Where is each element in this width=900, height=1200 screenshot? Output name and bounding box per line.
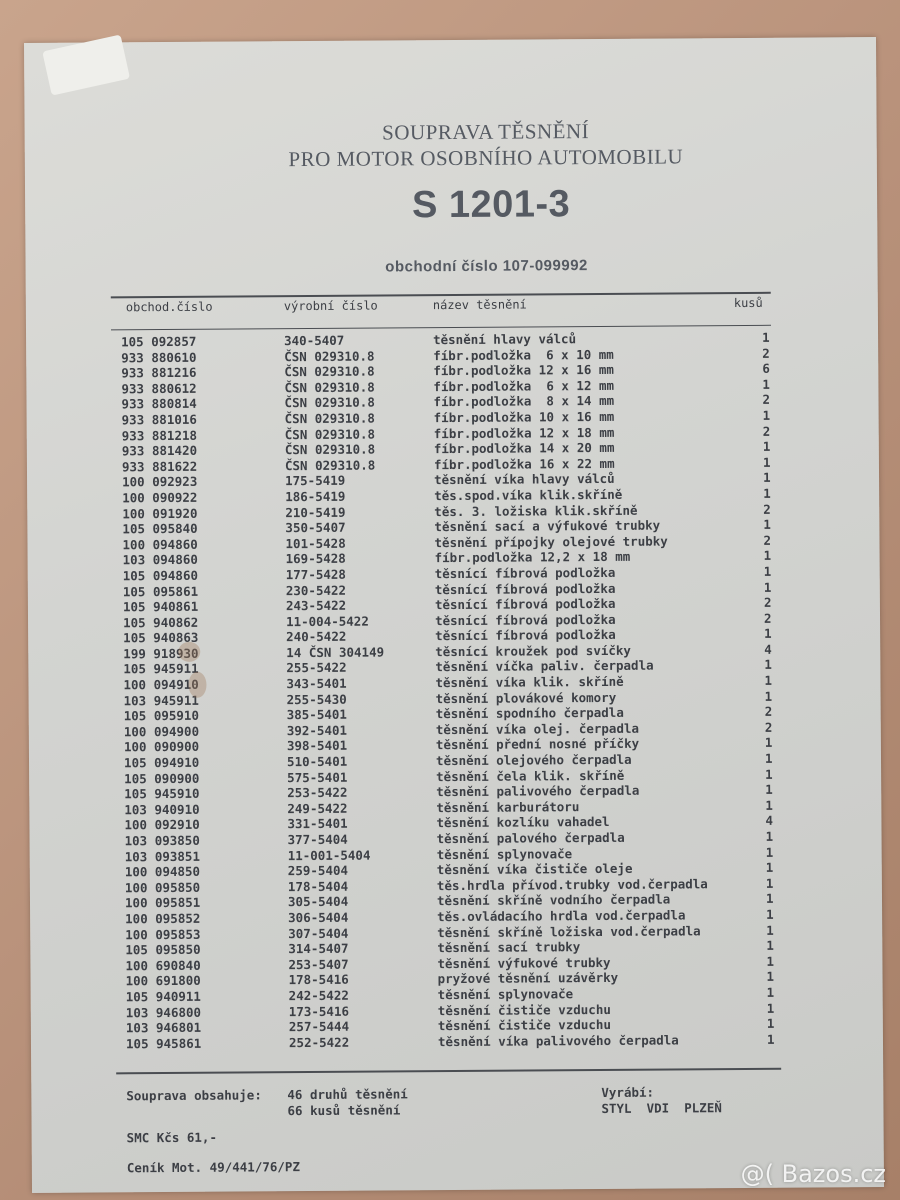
piece-count: 1 (762, 407, 771, 423)
model-number: S 1201-3 (411, 183, 571, 227)
production-number: 252-5422 (288, 1034, 350, 1050)
production-number: ČSN 029310.8 (284, 394, 375, 411)
gasket-name: fíbr.podložka 6 x 10 mm (433, 346, 614, 363)
obchod-number: 105 940862 (122, 614, 199, 630)
obchod-number: 100 095851 (124, 895, 201, 911)
piece-count: 2 (762, 345, 770, 361)
piece-count: 2 (764, 704, 773, 720)
gasket-name: fíbr.podložka 12 x 16 mm (433, 362, 614, 379)
obchod-number: 933 881216 (121, 364, 197, 381)
piece-count: 2 (762, 392, 771, 408)
piece-count: 1 (764, 626, 772, 642)
gasket-name: těsnění skříně vodního čerpadla (436, 891, 671, 909)
piece-count: 1 (762, 329, 770, 345)
gasket-name: fíbr.podložka 16 x 22 mm (433, 455, 615, 472)
production-number: 243-5422 (285, 597, 347, 614)
obchod-number: 105 095840 (122, 520, 198, 537)
gasket-name: těsnění plovákové komory (435, 689, 617, 706)
obchod-number: 105 095861 (122, 583, 199, 599)
gasket-name: fíbr.podložka 12 x 18 mm (433, 424, 615, 441)
piece-count: 1 (763, 579, 772, 595)
piece-count: 1 (766, 1015, 775, 1031)
gasket-name: těsnění spodního čerpadla (435, 705, 624, 722)
piece-count: 1 (766, 953, 775, 969)
obchod-number: 105 940861 (122, 598, 199, 615)
gasket-name: fíbr.podložka 8 x 14 mm (433, 393, 615, 410)
piece-count: 1 (764, 657, 772, 673)
gasket-name: těsnící kroužek pod svíčky (435, 642, 631, 660)
table-bottom-rule (116, 1068, 781, 1075)
obchod-number: 100 090922 (122, 489, 198, 506)
production-number: 11-001-5404 (287, 847, 371, 863)
obchod-number: 100 094860 (122, 536, 198, 553)
obchod-number: 105 945861 (125, 1035, 202, 1052)
production-number: 385-5401 (286, 707, 347, 723)
production-number: 230-5422 (285, 582, 347, 598)
gasket-name: těsnění sací a výfukové trubky (434, 517, 661, 535)
gasket-name: těsnění splynovače (436, 845, 573, 862)
gasket-name: těsnící fíbrová podložka (434, 580, 616, 597)
gasket-name: těsnění palivového čerpadla (436, 782, 640, 800)
obchod-number: 105 095850 (125, 941, 201, 958)
piece-count: 4 (765, 813, 774, 829)
gasket-name: těsnění kozlíku vahadel (436, 814, 610, 831)
gasket-name: těsnění hlavy válců (433, 331, 577, 348)
obchod-number: 105 092857 (121, 333, 197, 350)
production-number: ČSN 029310.8 (284, 441, 376, 458)
gasket-name: těsnění výfukové trubky (437, 954, 611, 971)
production-number: 575-5401 (287, 769, 348, 785)
piece-count: 2 (763, 594, 772, 610)
obchod-number: 103 094860 (122, 552, 198, 568)
obchod-number: 105 940911 (125, 988, 201, 1005)
piece-count: 2 (763, 532, 772, 548)
gasket-name: pryžové těsnění uzávěrky (437, 970, 619, 987)
gasket-name: těsnění víka palivového čerpadla (437, 1032, 679, 1049)
piece-count: 2 (763, 501, 771, 517)
bazos-watermark: @( Bazos.cz (740, 1160, 886, 1188)
production-number: 253-5422 (287, 784, 348, 801)
piece-count: 1 (762, 454, 771, 470)
piece-count: 1 (765, 766, 773, 782)
piece-count: 1 (765, 797, 773, 813)
gasket-name: těsnění splynovače (437, 986, 574, 1003)
piece-count: 1 (766, 984, 775, 1000)
piece-count: 1 (765, 859, 774, 876)
obchod-number: 100 094900 (123, 723, 200, 740)
piece-count: 1 (765, 844, 774, 860)
piece-count: 1 (765, 891, 774, 907)
gasket-name: těs.hrdla přívod.trubky vod.čerpadla (436, 876, 708, 893)
obchod-number: 100 094910 (123, 676, 199, 693)
paper-stain (178, 642, 200, 662)
gasket-name: těsnění přední nosné příčky (435, 736, 640, 753)
production-number: 259-5404 (287, 862, 349, 879)
gasket-name: těsnění olejového čerpadla (435, 751, 632, 769)
production-number: 340-5407 (284, 332, 345, 349)
piece-count: 2 (763, 610, 772, 626)
piece-count: 1 (766, 906, 774, 922)
obchod-number: 105 945911 (123, 661, 199, 677)
obchod-number: 933 881622 (121, 458, 198, 475)
piece-count: 1 (765, 781, 773, 798)
production-number: 169-5428 (285, 551, 346, 567)
obchod-number: 933 881218 (121, 427, 198, 443)
obchod-number: 105 940863 (123, 630, 199, 646)
production-number: 377-5404 (287, 831, 348, 848)
col-header-nazev: název těsnění (432, 297, 527, 313)
piece-count: 1 (762, 376, 770, 392)
gasket-name: těsnění sací trubky (437, 939, 581, 956)
gasket-name: těsnící fíbrová podložka (435, 627, 616, 644)
piece-count: 1 (764, 735, 773, 751)
contains-label: Souprava obsahuje: (126, 1087, 262, 1104)
piece-count: 1 (762, 438, 771, 454)
production-number: 510-5401 (286, 753, 348, 770)
production-number: 305-5404 (287, 894, 349, 910)
obchod-number: 105 094910 (123, 754, 200, 771)
gasket-name: těs.ovládacího hrdla vod.čerpadla (437, 907, 686, 925)
pricelist: Ceník Mot. 49/441/76/PZ (126, 1159, 300, 1176)
piece-count: 1 (762, 470, 771, 486)
document-sheet (24, 37, 884, 1193)
obchod-number: 103 946800 (125, 1004, 202, 1020)
col-header-obchod: obchod.číslo (125, 299, 213, 315)
piece-count: 1 (763, 563, 772, 579)
title-line-2: PRO MOTOR OSOBNÍHO AUTOMOBILU (288, 144, 684, 172)
obchod-number: 933 881420 (121, 442, 198, 459)
obchod-number: 100 690840 (125, 957, 201, 974)
gasket-name: těsnění čela klik. skříně (436, 767, 625, 784)
gasket-name: těsnění čističe vzduchu (437, 1001, 611, 1018)
production-number: 101-5428 (285, 535, 346, 551)
gasket-name: těsnění karburátoru (436, 798, 580, 815)
obchod-number: 103 093850 (124, 832, 200, 849)
obchod-number: 199 918930 (123, 645, 199, 662)
gasket-name: fíbr.podložka 10 x 16 mm (433, 408, 615, 426)
obchod-number: 100 094850 (124, 863, 201, 880)
obchod-number: 105 095910 (123, 708, 200, 724)
col-header-kusu: kusů (733, 295, 763, 311)
production-number: 392-5401 (286, 722, 348, 739)
maker-label: Vyrábí: (601, 1084, 655, 1100)
obchod-number: 103 940910 (124, 801, 200, 818)
paper-stain (188, 672, 206, 698)
obchod-number: 105 945910 (124, 786, 200, 802)
production-number: 242-5422 (288, 987, 349, 1004)
gasket-name: fíbr.podložka 14 x 20 mm (433, 440, 615, 457)
gasket-name: těsnění čističe vzduchu (437, 1017, 612, 1034)
obchod-number: 100 095852 (125, 910, 201, 927)
production-number: ČSN 029310.8 (284, 348, 375, 364)
production-number: 177-5428 (285, 566, 346, 583)
production-number: 257-5444 (288, 1018, 350, 1035)
pieces-count: 66 kusů těsnění (287, 1102, 401, 1119)
piece-count: 1 (765, 828, 774, 844)
obchod-number: 103 093851 (124, 848, 200, 864)
piece-count: 1 (766, 1000, 775, 1016)
production-number: 307-5404 (288, 925, 349, 941)
piece-count: 1 (764, 672, 773, 688)
piece-count: 1 (765, 875, 774, 891)
order-number: obchodní číslo 107-099992 (385, 257, 588, 276)
production-number: 14 ČSN 304149 (286, 644, 385, 661)
production-number: 331-5401 (287, 816, 348, 832)
piece-count: 6 (762, 360, 770, 377)
production-number: 350-5407 (285, 519, 346, 536)
gasket-name: těs. 3. ložiska klik.skříně (434, 502, 638, 519)
kinds-count: 46 druhů těsnění (287, 1086, 408, 1103)
piece-count: 1 (763, 548, 772, 564)
production-number: 306-5404 (288, 909, 349, 926)
piece-count: 2 (762, 423, 771, 439)
piece-count: 2 (764, 719, 773, 735)
title-line-1: SOUPRAVA TĚSNĚNÍ (382, 119, 590, 145)
production-number: ČSN 029310.8 (284, 363, 375, 380)
production-number: ČSN 029310.8 (284, 457, 376, 473)
gasket-name: fíbr.podložka 12,2 x 18 mm (434, 549, 631, 566)
production-number: 255-5422 (286, 660, 347, 676)
production-number: 186-5419 (285, 488, 346, 505)
gasket-name: těs.spod.víka klik.skříně (434, 486, 623, 504)
obchod-number: 105 090900 (124, 770, 200, 786)
production-number: 210-5419 (285, 504, 346, 520)
obchod-number: 100 095850 (124, 879, 201, 896)
production-number: 175-5419 (285, 473, 346, 489)
obchod-number: 933 880814 (121, 396, 197, 412)
gasket-name: těsnění přípojky olejové trubky (434, 533, 668, 550)
parts-table (26, 329, 883, 1052)
gasket-name: těsnění víčka paliv. čerpadla (435, 658, 654, 675)
obchod-number: 933 880612 (121, 380, 197, 397)
gasket-name: těsnění víka hlavy válců (434, 471, 615, 488)
obchod-number: 100 090900 (123, 739, 200, 755)
obchod-number: 103 946801 (125, 1019, 202, 1036)
gasket-name: těsnění víka klik. skříně (435, 673, 624, 691)
piece-count: 1 (766, 969, 775, 985)
obchod-number: 100 092923 (122, 474, 198, 490)
production-number: 253-5407 (288, 956, 349, 972)
production-number: 178-5416 (288, 972, 349, 988)
gasket-name: těsnění víka čističe oleje (436, 860, 633, 878)
production-number: 249-5422 (287, 800, 348, 816)
production-number: ČSN 029310.8 (284, 410, 375, 427)
piece-count: 4 (764, 641, 772, 657)
gasket-name: těsnění víka olej. čerpadla (435, 720, 640, 737)
production-number: 314-5407 (288, 940, 349, 957)
obchod-number: 105 094860 (122, 567, 199, 584)
gasket-name: těsnící fíbrová podložka (434, 564, 616, 582)
col-header-vyrobni: výrobní číslo (283, 298, 378, 314)
obchod-number: 933 881016 (121, 411, 197, 428)
production-number: ČSN 029310.8 (284, 426, 376, 442)
production-number: 398-5401 (286, 738, 348, 754)
obchod-number: 100 095853 (125, 926, 201, 942)
price: SMC Kčs 61,- (126, 1129, 218, 1146)
obchod-number: 933 880610 (121, 349, 197, 365)
gasket-name: těsnící fíbrová podložka (434, 595, 616, 613)
piece-count: 1 (763, 485, 771, 501)
obchod-number: 100 091920 (122, 505, 198, 521)
torn-corner (42, 34, 130, 95)
gasket-name: těsnící fíbrová podložka (434, 611, 616, 628)
piece-count: 1 (764, 688, 773, 704)
production-number: ČSN 029310.8 (284, 379, 375, 395)
piece-count: 1 (766, 1031, 775, 1047)
production-number: 240-5422 (286, 629, 347, 645)
gasket-name: fíbr.podložka 6 x 12 mm (433, 377, 615, 394)
production-number: 11-004-5422 (285, 613, 369, 629)
production-number: 173-5416 (288, 1003, 350, 1019)
production-number: 255-5430 (286, 691, 347, 707)
maker-name: STYL VDI PLZEŇ (601, 1100, 722, 1116)
gasket-name: těsnění palového čerpadla (436, 829, 625, 847)
gasket-name: těsnění skříně ložiska vod.čerpadla (437, 922, 701, 940)
production-number: 178-5404 (287, 878, 349, 894)
obchod-number: 100 691800 (125, 973, 201, 989)
production-number: 343-5401 (286, 675, 347, 692)
piece-count: 1 (766, 922, 774, 938)
obchod-number: 103 945911 (123, 692, 199, 708)
piece-count: 1 (763, 516, 771, 532)
piece-count: 1 (766, 937, 774, 953)
piece-count: 1 (764, 750, 773, 766)
obchod-number: 100 092910 (124, 817, 200, 833)
